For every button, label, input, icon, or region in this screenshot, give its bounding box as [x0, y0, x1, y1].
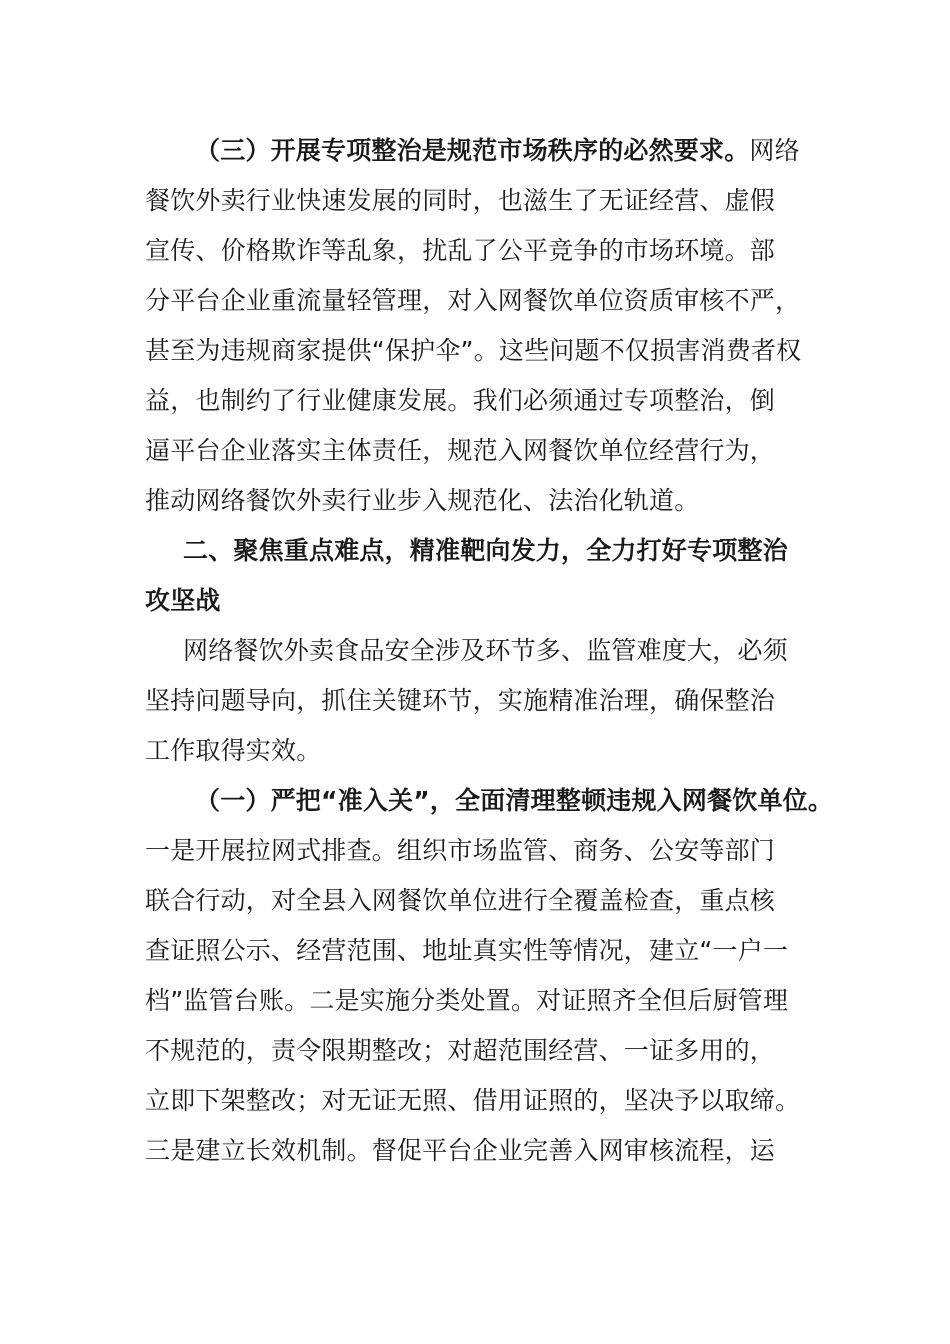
paragraph-heading: （三）开展专项整治是规范市场秩序的必然要求。	[195, 136, 750, 165]
section-heading: 攻坚战	[145, 586, 221, 615]
paragraph-line: 益，也制约了行业健康发展。我们必须通过专项整治，倒	[145, 386, 776, 415]
paragraph-line: 查证照公示、经营范围、地址真实性等情况，建立“一户一	[145, 936, 789, 965]
paragraph-line: 餐饮外卖行业快速发展的同时，也滋生了无证经营、虚假	[145, 186, 776, 215]
paragraph-line: 分平台企业重流量轻管理，对入网餐饮单位资质审核不严，	[145, 286, 801, 315]
paragraph-line	[145, 126, 805, 176]
paragraph-line: 档”监管台账。二是实施分类处置。对证照齐全但后厨管理	[145, 986, 789, 1015]
paragraph-text: 网络	[749, 136, 800, 165]
section-heading: 二、聚焦重点难点，精准靶向发力，全力打好专项整治	[183, 536, 788, 565]
paragraph-line: 立即下架整改；对无证无照、借用证照的，坚决予以取缔。	[145, 1086, 801, 1115]
paragraph-line: 不规范的，责令限期整改；对超范围经营、一证多用的，	[145, 1036, 776, 1065]
paragraph-line: 网络餐饮外卖食品安全涉及环节多、监管难度大，必须	[183, 636, 788, 665]
document-body	[145, 126, 834, 1176]
paragraph-line: 推动网络餐饮外卖行业步入规范化、法治化轨道。	[145, 486, 700, 515]
paragraph-line: 宣传、价格欺诈等乱象，扰乱了公平竞争的市场环境。部	[145, 236, 776, 265]
paragraph-line: 一是开展拉网式排查。组织市场监管、商务、公安等部门	[145, 836, 776, 865]
paragraph-line: 坚持问题导向，抓住关键环节，实施精准治理，确保整治	[145, 686, 776, 715]
paragraph-line: 逼平台企业落实主体责任，规范入网餐饮单位经营行为，	[145, 436, 776, 465]
paragraph-line: 甚至为违规商家提供“保护伞”。这些问题不仅损害消费者权	[145, 336, 802, 365]
paragraph-line: 三是建立长效机制。督促平台企业完善入网审核流程，运	[145, 1136, 776, 1165]
paragraph-line: 工作取得实效。	[145, 736, 322, 765]
paragraph-line: 联合行动，对全县入网餐饮单位进行全覆盖检查，重点核	[145, 886, 776, 915]
paragraph-heading: （一）严把“准入关”，全面清理整顿违规入网餐饮单位。	[195, 786, 834, 815]
